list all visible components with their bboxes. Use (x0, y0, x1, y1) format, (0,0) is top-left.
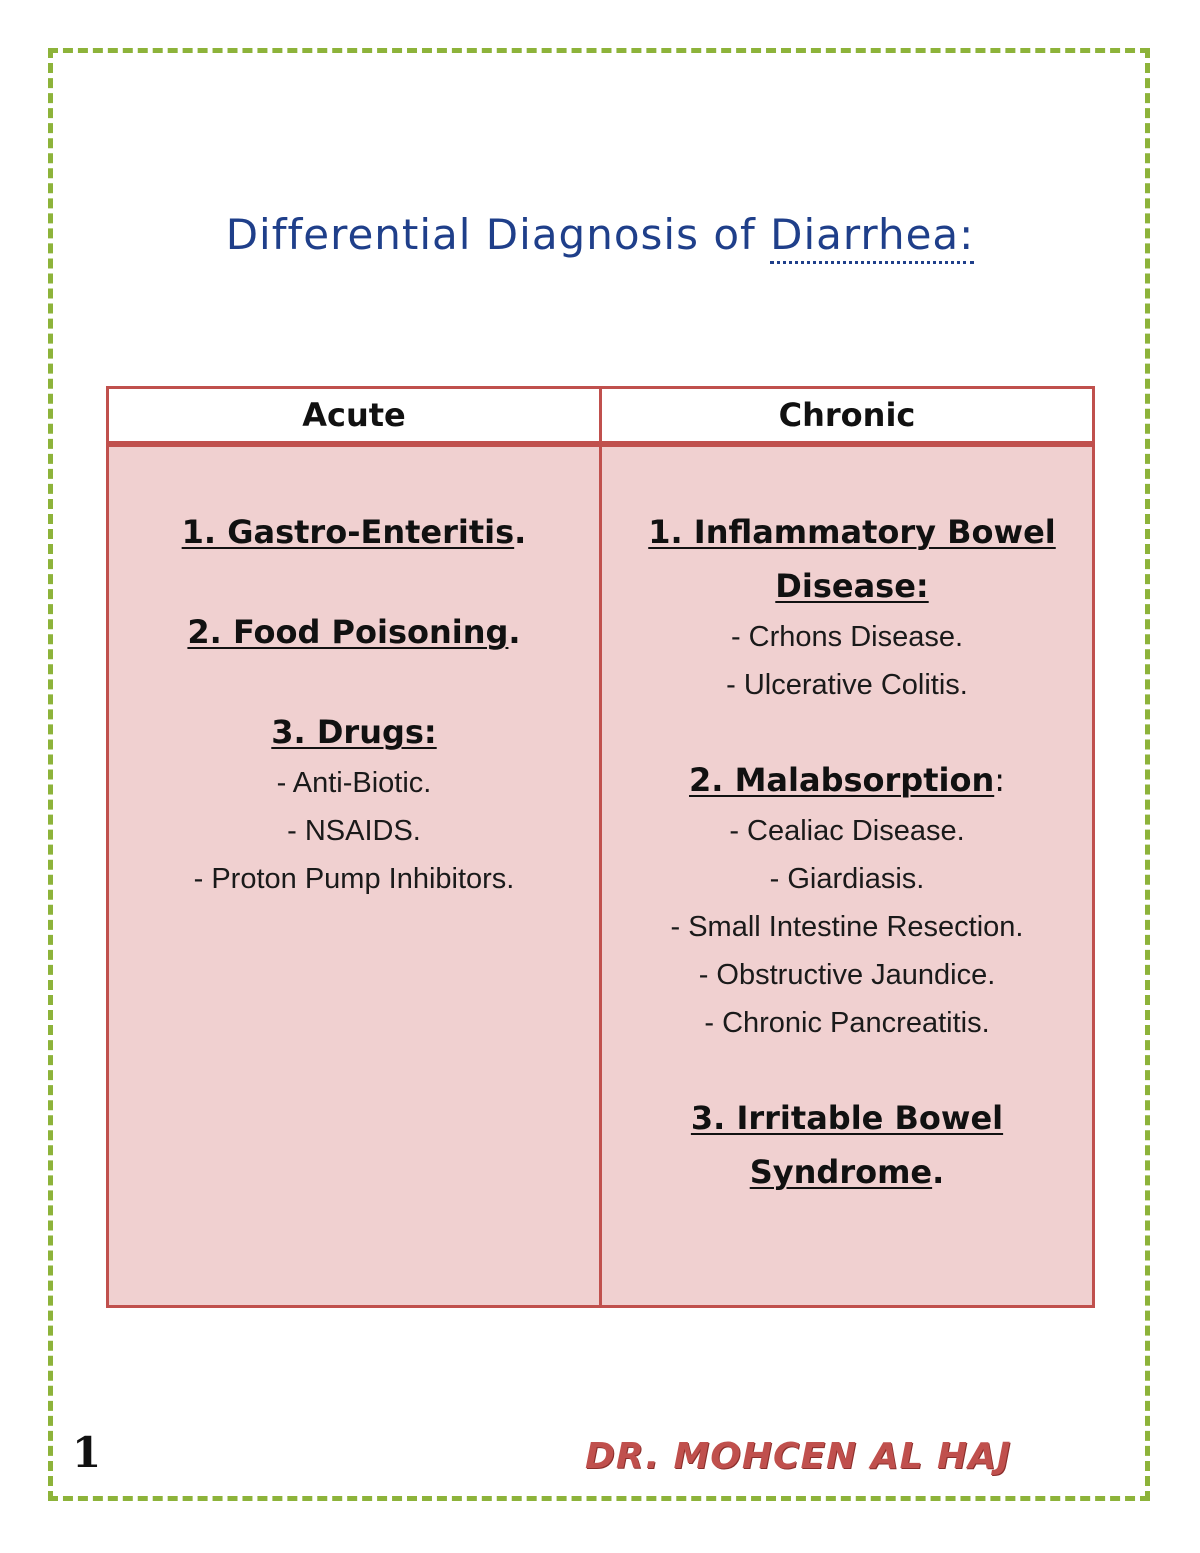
header-acute: Acute (108, 388, 601, 445)
list-item: - Giardiasis. (769, 863, 925, 895)
list-item: - Anti-Biotic. (276, 767, 432, 799)
table-header-row (108, 388, 1094, 445)
list-item: - Chronic Pancreatitis. (704, 1007, 990, 1039)
acute-category-3 (271, 705, 436, 759)
acute-cell (108, 444, 601, 1307)
list-item: - NSAIDS. (287, 815, 421, 847)
acute-category-2 (187, 605, 520, 659)
category-label: 2. Food Poisoning (187, 613, 509, 651)
chronic-cell (601, 444, 1094, 1307)
title-prefix: Differential Diagnosis of (225, 210, 756, 259)
chronic-category-2 (689, 753, 1005, 807)
category-label: 3. Irritable Bowel Syndrome (690, 1099, 1004, 1191)
chronic-ibd-list (622, 613, 1072, 709)
author-signature: DR. MOHCEN AL HAJ (585, 1436, 1012, 1477)
category-suffix: . (932, 1153, 945, 1191)
list-item: - Cealiac Disease. (729, 815, 965, 847)
title-emphasis: Diarrhea: (770, 210, 974, 264)
category-label: 1. Gastro-Enteritis (181, 513, 515, 551)
page-title (0, 210, 1200, 259)
category-label: 1. Inflammatory Bowel Disease: (648, 513, 1056, 605)
list-item: - Proton Pump Inhibitors. (193, 863, 515, 895)
chronic-malabsorption-list (622, 807, 1072, 1047)
table-row (108, 444, 1094, 1307)
chronic-category-3 (657, 1091, 1037, 1199)
page-number: 1 (72, 1428, 102, 1477)
list-item: - Ulcerative Colitis. (726, 669, 968, 701)
list-item: - Crhons Disease. (730, 621, 964, 653)
header-chronic: Chronic (601, 388, 1094, 445)
acute-drug-list (129, 759, 579, 903)
chronic-category-1 (622, 505, 1082, 613)
category-suffix: . (514, 513, 527, 551)
diagnosis-table (106, 386, 1095, 1308)
category-suffix: . (508, 613, 521, 651)
acute-category-1 (182, 505, 527, 559)
list-item: - Small Intestine Resection. (670, 911, 1024, 943)
list-item: - Obstructive Jaundice. (698, 959, 996, 991)
category-label: 3. Drugs: (271, 713, 437, 751)
category-suffix: : (994, 761, 1005, 799)
category-label: 2. Malabsorption (689, 761, 995, 799)
